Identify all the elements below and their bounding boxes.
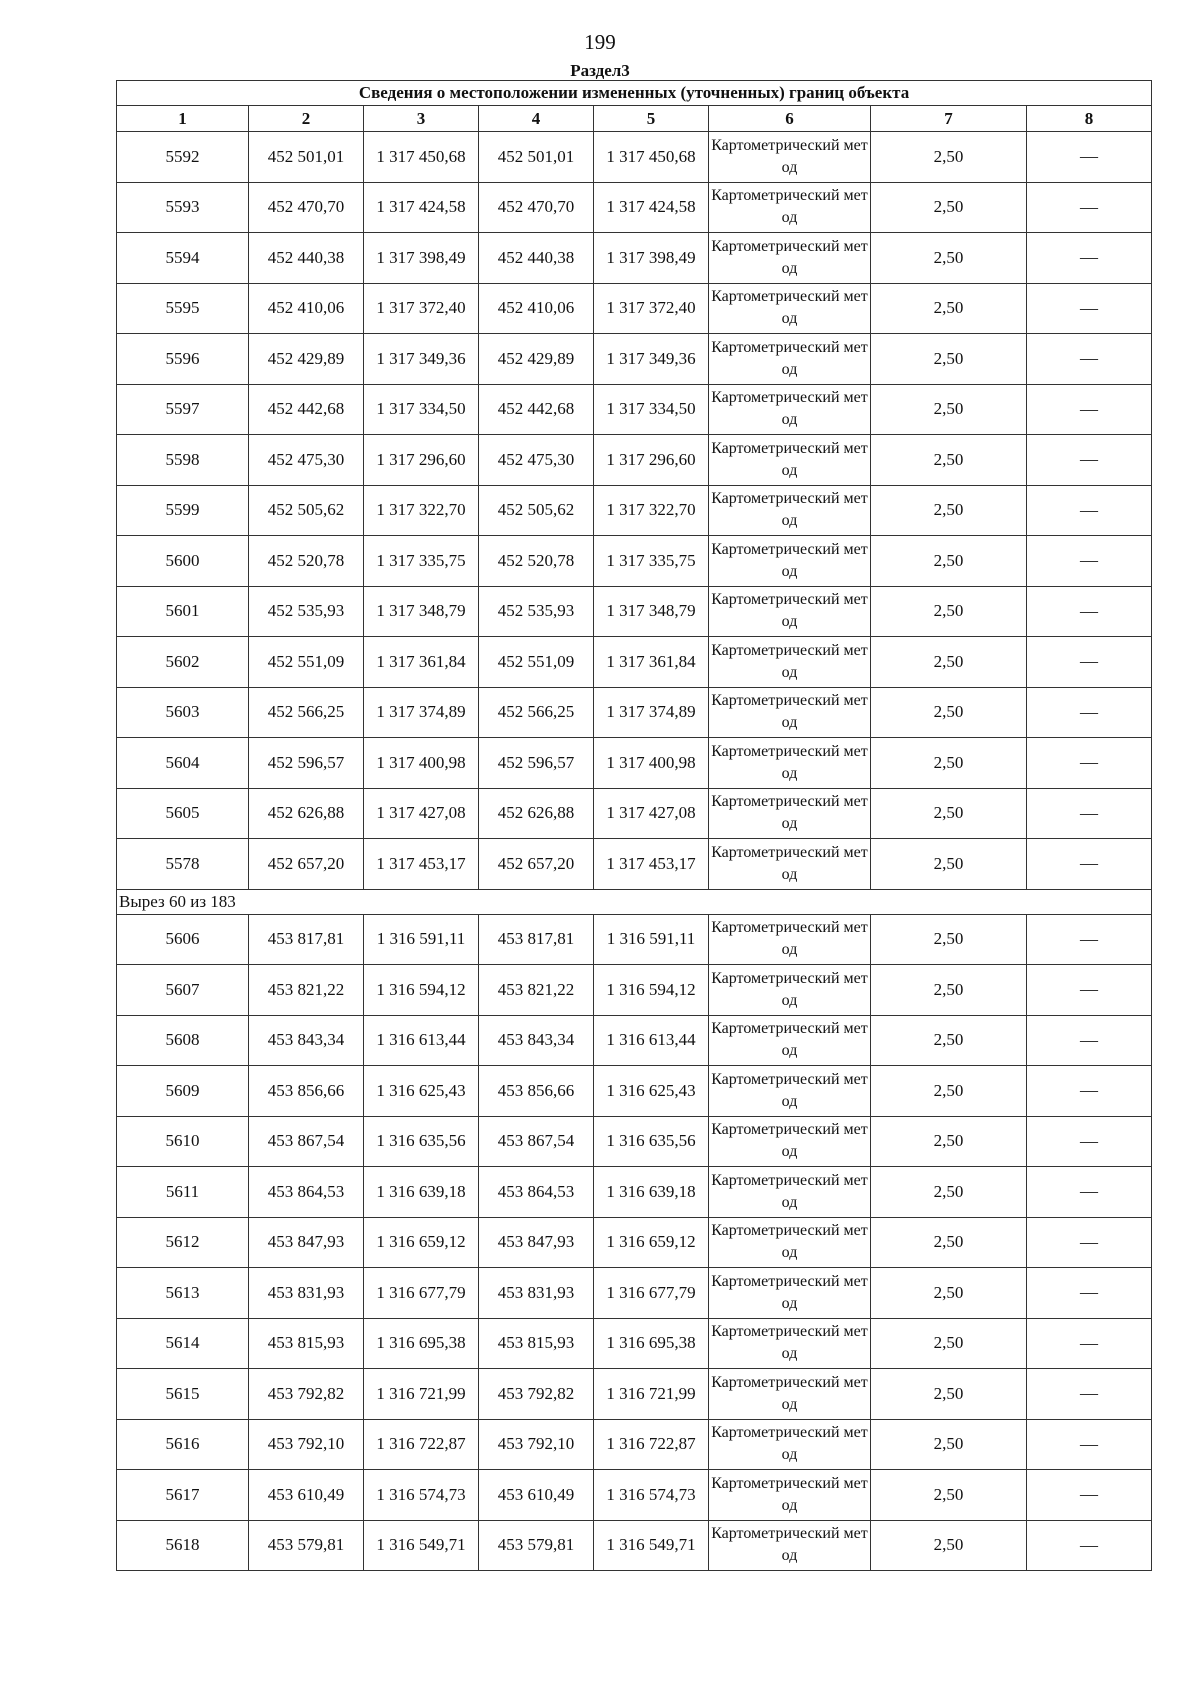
method-cell: Картометрический метод bbox=[709, 1470, 871, 1521]
y-old-cell: 1 317 349,36 bbox=[364, 334, 479, 385]
column-number: 5 bbox=[594, 106, 709, 132]
method-cell: Картометрический метод bbox=[709, 788, 871, 839]
point-number-cell: 5592 bbox=[117, 132, 249, 183]
table-row bbox=[117, 1318, 1152, 1369]
table-row bbox=[117, 637, 1152, 688]
x-old-cell: 453 821,22 bbox=[249, 965, 364, 1016]
description-cell: — bbox=[1027, 1268, 1152, 1319]
x-new-cell: 453 610,49 bbox=[479, 1470, 594, 1521]
table-row bbox=[117, 1470, 1152, 1521]
table-row bbox=[117, 435, 1152, 486]
x-new-cell: 453 864,53 bbox=[479, 1167, 594, 1218]
column-number: 3 bbox=[364, 106, 479, 132]
accuracy-cell: 2,50 bbox=[871, 283, 1027, 334]
y-old-cell: 1 316 594,12 bbox=[364, 965, 479, 1016]
accuracy-cell: 2,50 bbox=[871, 1369, 1027, 1420]
y-old-cell: 1 317 348,79 bbox=[364, 586, 479, 637]
table-row bbox=[117, 536, 1152, 587]
y-new-cell: 1 316 695,38 bbox=[594, 1318, 709, 1369]
table-row bbox=[117, 687, 1152, 738]
cutout-label-row bbox=[117, 889, 1152, 914]
x-old-cell: 453 847,93 bbox=[249, 1217, 364, 1268]
y-old-cell: 1 317 372,40 bbox=[364, 283, 479, 334]
description-cell: — bbox=[1027, 536, 1152, 587]
accuracy-cell: 2,50 bbox=[871, 1318, 1027, 1369]
table-row bbox=[117, 1167, 1152, 1218]
description-cell: — bbox=[1027, 132, 1152, 183]
table-row bbox=[117, 839, 1152, 890]
table-row bbox=[117, 182, 1152, 233]
coordinates-table bbox=[116, 80, 1152, 1571]
method-cell: Картометрический метод bbox=[709, 435, 871, 486]
column-number: 7 bbox=[871, 106, 1027, 132]
accuracy-cell: 2,50 bbox=[871, 435, 1027, 486]
x-old-cell: 452 440,38 bbox=[249, 233, 364, 284]
y-new-cell: 1 316 613,44 bbox=[594, 1015, 709, 1066]
accuracy-cell: 2,50 bbox=[871, 384, 1027, 435]
x-new-cell: 452 505,62 bbox=[479, 485, 594, 536]
method-cell: Картометрический метод bbox=[709, 1116, 871, 1167]
point-number-cell: 5610 bbox=[117, 1116, 249, 1167]
x-new-cell: 453 579,81 bbox=[479, 1520, 594, 1571]
table-row bbox=[117, 788, 1152, 839]
x-new-cell: 452 596,57 bbox=[479, 738, 594, 789]
description-cell: — bbox=[1027, 1369, 1152, 1420]
point-number-cell: 5601 bbox=[117, 586, 249, 637]
x-new-cell: 453 792,82 bbox=[479, 1369, 594, 1420]
x-new-cell: 452 566,25 bbox=[479, 687, 594, 738]
table-body bbox=[117, 81, 1152, 1571]
method-cell: Картометрический метод bbox=[709, 1419, 871, 1470]
table-row bbox=[117, 485, 1152, 536]
accuracy-cell: 2,50 bbox=[871, 182, 1027, 233]
x-old-cell: 452 626,88 bbox=[249, 788, 364, 839]
y-old-cell: 1 317 374,89 bbox=[364, 687, 479, 738]
method-cell: Картометрический метод bbox=[709, 965, 871, 1016]
x-new-cell: 453 821,22 bbox=[479, 965, 594, 1016]
y-old-cell: 1 316 574,73 bbox=[364, 1470, 479, 1521]
y-new-cell: 1 316 721,99 bbox=[594, 1369, 709, 1420]
table-row bbox=[117, 334, 1152, 385]
accuracy-cell: 2,50 bbox=[871, 1066, 1027, 1117]
table-row bbox=[117, 1116, 1152, 1167]
point-number-cell: 5593 bbox=[117, 182, 249, 233]
description-cell: — bbox=[1027, 1470, 1152, 1521]
method-cell: Картометрический метод bbox=[709, 334, 871, 385]
table-row bbox=[117, 1268, 1152, 1319]
point-number-cell: 5613 bbox=[117, 1268, 249, 1319]
table-row bbox=[117, 738, 1152, 789]
method-cell: Картометрический метод bbox=[709, 738, 871, 789]
y-new-cell: 1 317 334,50 bbox=[594, 384, 709, 435]
x-new-cell: 453 856,66 bbox=[479, 1066, 594, 1117]
y-new-cell: 1 316 639,18 bbox=[594, 1167, 709, 1218]
table-row bbox=[117, 1419, 1152, 1470]
table-row bbox=[117, 1369, 1152, 1420]
x-new-cell: 452 440,38 bbox=[479, 233, 594, 284]
accuracy-cell: 2,50 bbox=[871, 132, 1027, 183]
accuracy-cell: 2,50 bbox=[871, 738, 1027, 789]
point-number-cell: 5611 bbox=[117, 1167, 249, 1218]
point-number-cell: 5600 bbox=[117, 536, 249, 587]
x-old-cell: 453 856,66 bbox=[249, 1066, 364, 1117]
table-row bbox=[117, 1066, 1152, 1117]
y-new-cell: 1 317 424,58 bbox=[594, 182, 709, 233]
x-old-cell: 453 579,81 bbox=[249, 1520, 364, 1571]
accuracy-cell: 2,50 bbox=[871, 1520, 1027, 1571]
method-cell: Картометрический метод bbox=[709, 1369, 871, 1420]
y-new-cell: 1 317 427,08 bbox=[594, 788, 709, 839]
y-new-cell: 1 317 296,60 bbox=[594, 435, 709, 486]
description-cell: — bbox=[1027, 1066, 1152, 1117]
x-new-cell: 453 792,10 bbox=[479, 1419, 594, 1470]
y-new-cell: 1 317 372,40 bbox=[594, 283, 709, 334]
description-cell: — bbox=[1027, 1015, 1152, 1066]
y-old-cell: 1 317 427,08 bbox=[364, 788, 479, 839]
x-old-cell: 452 657,20 bbox=[249, 839, 364, 890]
table-row bbox=[117, 1520, 1152, 1571]
method-cell: Картометрический метод bbox=[709, 132, 871, 183]
x-new-cell: 452 429,89 bbox=[479, 334, 594, 385]
y-new-cell: 1 316 677,79 bbox=[594, 1268, 709, 1319]
y-new-cell: 1 316 659,12 bbox=[594, 1217, 709, 1268]
table-row bbox=[117, 1015, 1152, 1066]
y-old-cell: 1 317 400,98 bbox=[364, 738, 479, 789]
point-number-cell: 5616 bbox=[117, 1419, 249, 1470]
page-number: 199 bbox=[584, 30, 616, 54]
accuracy-cell: 2,50 bbox=[871, 637, 1027, 688]
point-number-cell: 5615 bbox=[117, 1369, 249, 1420]
y-old-cell: 1 316 613,44 bbox=[364, 1015, 479, 1066]
y-old-cell: 1 316 639,18 bbox=[364, 1167, 479, 1218]
x-old-cell: 453 792,82 bbox=[249, 1369, 364, 1420]
y-old-cell: 1 316 695,38 bbox=[364, 1318, 479, 1369]
y-old-cell: 1 317 450,68 bbox=[364, 132, 479, 183]
method-cell: Картометрический метод bbox=[709, 283, 871, 334]
method-cell: Картометрический метод bbox=[709, 914, 871, 965]
point-number-cell: 5578 bbox=[117, 839, 249, 890]
y-old-cell: 1 316 549,71 bbox=[364, 1520, 479, 1571]
y-old-cell: 1 316 659,12 bbox=[364, 1217, 479, 1268]
section-title: Раздел3 bbox=[570, 61, 630, 80]
description-cell: — bbox=[1027, 435, 1152, 486]
accuracy-cell: 2,50 bbox=[871, 233, 1027, 284]
description-cell: — bbox=[1027, 586, 1152, 637]
point-number-cell: 5594 bbox=[117, 233, 249, 284]
x-new-cell: 453 843,34 bbox=[479, 1015, 594, 1066]
y-new-cell: 1 317 361,84 bbox=[594, 637, 709, 688]
method-cell: Картометрический метод bbox=[709, 1015, 871, 1066]
point-number-cell: 5596 bbox=[117, 334, 249, 385]
y-old-cell: 1 317 453,17 bbox=[364, 839, 479, 890]
column-number: 2 bbox=[249, 106, 364, 132]
point-number-cell: 5602 bbox=[117, 637, 249, 688]
y-new-cell: 1 316 635,56 bbox=[594, 1116, 709, 1167]
y-old-cell: 1 317 335,75 bbox=[364, 536, 479, 587]
accuracy-cell: 2,50 bbox=[871, 839, 1027, 890]
description-cell: — bbox=[1027, 1217, 1152, 1268]
y-new-cell: 1 316 625,43 bbox=[594, 1066, 709, 1117]
method-cell: Картометрический метод bbox=[709, 536, 871, 587]
accuracy-cell: 2,50 bbox=[871, 586, 1027, 637]
x-old-cell: 453 843,34 bbox=[249, 1015, 364, 1066]
x-new-cell: 453 847,93 bbox=[479, 1217, 594, 1268]
accuracy-cell: 2,50 bbox=[871, 687, 1027, 738]
point-number-cell: 5608 bbox=[117, 1015, 249, 1066]
method-cell: Картометрический метод bbox=[709, 182, 871, 233]
point-number-cell: 5614 bbox=[117, 1318, 249, 1369]
description-cell: — bbox=[1027, 1520, 1152, 1571]
table-caption-row bbox=[117, 81, 1152, 106]
column-number: 8 bbox=[1027, 106, 1152, 132]
accuracy-cell: 2,50 bbox=[871, 1217, 1027, 1268]
column-number: 6 bbox=[709, 106, 871, 132]
description-cell: — bbox=[1027, 1419, 1152, 1470]
description-cell: — bbox=[1027, 1116, 1152, 1167]
x-old-cell: 452 470,70 bbox=[249, 182, 364, 233]
x-new-cell: 453 831,93 bbox=[479, 1268, 594, 1319]
point-number-cell: 5598 bbox=[117, 435, 249, 486]
method-cell: Картометрический метод bbox=[709, 384, 871, 435]
x-old-cell: 452 551,09 bbox=[249, 637, 364, 688]
description-cell: — bbox=[1027, 1167, 1152, 1218]
y-new-cell: 1 317 335,75 bbox=[594, 536, 709, 587]
point-number-cell: 5617 bbox=[117, 1470, 249, 1521]
x-old-cell: 452 442,68 bbox=[249, 384, 364, 435]
description-cell: — bbox=[1027, 965, 1152, 1016]
x-old-cell: 452 520,78 bbox=[249, 536, 364, 587]
x-old-cell: 453 610,49 bbox=[249, 1470, 364, 1521]
x-old-cell: 452 596,57 bbox=[249, 738, 364, 789]
method-cell: Картометрический метод bbox=[709, 1318, 871, 1369]
cutout-label: Вырез 60 из 183 bbox=[117, 889, 1152, 914]
method-cell: Картометрический метод bbox=[709, 839, 871, 890]
x-old-cell: 452 566,25 bbox=[249, 687, 364, 738]
method-cell: Картометрический метод bbox=[709, 485, 871, 536]
method-cell: Картометрический метод bbox=[709, 1066, 871, 1117]
y-new-cell: 1 317 453,17 bbox=[594, 839, 709, 890]
point-number-cell: 5597 bbox=[117, 384, 249, 435]
x-old-cell: 453 792,10 bbox=[249, 1419, 364, 1470]
description-cell: — bbox=[1027, 283, 1152, 334]
column-number: 1 bbox=[117, 106, 249, 132]
x-new-cell: 452 535,93 bbox=[479, 586, 594, 637]
x-new-cell: 452 470,70 bbox=[479, 182, 594, 233]
point-number-cell: 5603 bbox=[117, 687, 249, 738]
point-number-cell: 5605 bbox=[117, 788, 249, 839]
y-new-cell: 1 317 398,49 bbox=[594, 233, 709, 284]
y-new-cell: 1 316 591,11 bbox=[594, 914, 709, 965]
point-number-cell: 5604 bbox=[117, 738, 249, 789]
point-number-cell: 5612 bbox=[117, 1217, 249, 1268]
x-old-cell: 453 864,53 bbox=[249, 1167, 364, 1218]
method-cell: Картометрический метод bbox=[709, 1520, 871, 1571]
y-old-cell: 1 316 721,99 bbox=[364, 1369, 479, 1420]
y-new-cell: 1 316 722,87 bbox=[594, 1419, 709, 1470]
accuracy-cell: 2,50 bbox=[871, 1167, 1027, 1218]
y-new-cell: 1 317 349,36 bbox=[594, 334, 709, 385]
y-new-cell: 1 316 594,12 bbox=[594, 965, 709, 1016]
description-cell: — bbox=[1027, 637, 1152, 688]
description-cell: — bbox=[1027, 738, 1152, 789]
description-cell: — bbox=[1027, 1318, 1152, 1369]
x-old-cell: 452 501,01 bbox=[249, 132, 364, 183]
accuracy-cell: 2,50 bbox=[871, 536, 1027, 587]
y-old-cell: 1 317 398,49 bbox=[364, 233, 479, 284]
x-new-cell: 453 867,54 bbox=[479, 1116, 594, 1167]
table-row bbox=[117, 1217, 1152, 1268]
y-old-cell: 1 316 591,11 bbox=[364, 914, 479, 965]
description-cell: — bbox=[1027, 384, 1152, 435]
x-old-cell: 453 817,81 bbox=[249, 914, 364, 965]
table-row bbox=[117, 586, 1152, 637]
x-old-cell: 452 505,62 bbox=[249, 485, 364, 536]
x-new-cell: 452 501,01 bbox=[479, 132, 594, 183]
x-old-cell: 452 429,89 bbox=[249, 334, 364, 385]
y-new-cell: 1 317 400,98 bbox=[594, 738, 709, 789]
accuracy-cell: 2,50 bbox=[871, 1470, 1027, 1521]
accuracy-cell: 2,50 bbox=[871, 1116, 1027, 1167]
y-old-cell: 1 317 424,58 bbox=[364, 182, 479, 233]
method-cell: Картометрический метод bbox=[709, 1167, 871, 1218]
description-cell: — bbox=[1027, 687, 1152, 738]
y-old-cell: 1 317 322,70 bbox=[364, 485, 479, 536]
method-cell: Картометрический метод bbox=[709, 637, 871, 688]
table-row bbox=[117, 132, 1152, 183]
x-new-cell: 452 551,09 bbox=[479, 637, 594, 688]
x-new-cell: 452 442,68 bbox=[479, 384, 594, 435]
x-new-cell: 452 626,88 bbox=[479, 788, 594, 839]
x-old-cell: 452 410,06 bbox=[249, 283, 364, 334]
table-row bbox=[117, 914, 1152, 965]
point-number-cell: 5607 bbox=[117, 965, 249, 1016]
x-new-cell: 452 410,06 bbox=[479, 283, 594, 334]
accuracy-cell: 2,50 bbox=[871, 1419, 1027, 1470]
point-number-cell: 5595 bbox=[117, 283, 249, 334]
y-new-cell: 1 316 574,73 bbox=[594, 1470, 709, 1521]
x-new-cell: 452 520,78 bbox=[479, 536, 594, 587]
description-cell: — bbox=[1027, 788, 1152, 839]
x-new-cell: 452 657,20 bbox=[479, 839, 594, 890]
y-new-cell: 1 317 450,68 bbox=[594, 132, 709, 183]
table-row bbox=[117, 965, 1152, 1016]
method-cell: Картометрический метод bbox=[709, 586, 871, 637]
x-old-cell: 452 535,93 bbox=[249, 586, 364, 637]
x-old-cell: 453 831,93 bbox=[249, 1268, 364, 1319]
y-old-cell: 1 317 361,84 bbox=[364, 637, 479, 688]
description-cell: — bbox=[1027, 233, 1152, 284]
description-cell: — bbox=[1027, 839, 1152, 890]
y-new-cell: 1 316 549,71 bbox=[594, 1520, 709, 1571]
y-old-cell: 1 317 296,60 bbox=[364, 435, 479, 486]
description-cell: — bbox=[1027, 914, 1152, 965]
accuracy-cell: 2,50 bbox=[871, 965, 1027, 1016]
method-cell: Картометрический метод bbox=[709, 233, 871, 284]
x-new-cell: 453 817,81 bbox=[479, 914, 594, 965]
table-row bbox=[117, 233, 1152, 284]
point-number-cell: 5618 bbox=[117, 1520, 249, 1571]
point-number-cell: 5609 bbox=[117, 1066, 249, 1117]
accuracy-cell: 2,50 bbox=[871, 485, 1027, 536]
x-old-cell: 453 867,54 bbox=[249, 1116, 364, 1167]
description-cell: — bbox=[1027, 182, 1152, 233]
column-number-row bbox=[117, 106, 1152, 132]
y-new-cell: 1 317 374,89 bbox=[594, 687, 709, 738]
table-row bbox=[117, 384, 1152, 435]
y-old-cell: 1 316 625,43 bbox=[364, 1066, 479, 1117]
method-cell: Картометрический метод bbox=[709, 687, 871, 738]
column-number: 4 bbox=[479, 106, 594, 132]
x-new-cell: 453 815,93 bbox=[479, 1318, 594, 1369]
accuracy-cell: 2,50 bbox=[871, 1015, 1027, 1066]
y-old-cell: 1 317 334,50 bbox=[364, 384, 479, 435]
method-cell: Картометрический метод bbox=[709, 1217, 871, 1268]
x-new-cell: 452 475,30 bbox=[479, 435, 594, 486]
accuracy-cell: 2,50 bbox=[871, 334, 1027, 385]
y-old-cell: 1 316 677,79 bbox=[364, 1268, 479, 1319]
x-old-cell: 452 475,30 bbox=[249, 435, 364, 486]
y-new-cell: 1 317 322,70 bbox=[594, 485, 709, 536]
y-old-cell: 1 316 722,87 bbox=[364, 1419, 479, 1470]
table-caption: Сведения о местоположении измененных (уточненных) границ объекта bbox=[117, 81, 1152, 106]
y-old-cell: 1 316 635,56 bbox=[364, 1116, 479, 1167]
accuracy-cell: 2,50 bbox=[871, 1268, 1027, 1319]
point-number-cell: 5606 bbox=[117, 914, 249, 965]
description-cell: — bbox=[1027, 334, 1152, 385]
table-row bbox=[117, 283, 1152, 334]
accuracy-cell: 2,50 bbox=[871, 788, 1027, 839]
description-cell: — bbox=[1027, 485, 1152, 536]
method-cell: Картометрический метод bbox=[709, 1268, 871, 1319]
point-number-cell: 5599 bbox=[117, 485, 249, 536]
accuracy-cell: 2,50 bbox=[871, 914, 1027, 965]
x-old-cell: 453 815,93 bbox=[249, 1318, 364, 1369]
y-new-cell: 1 317 348,79 bbox=[594, 586, 709, 637]
